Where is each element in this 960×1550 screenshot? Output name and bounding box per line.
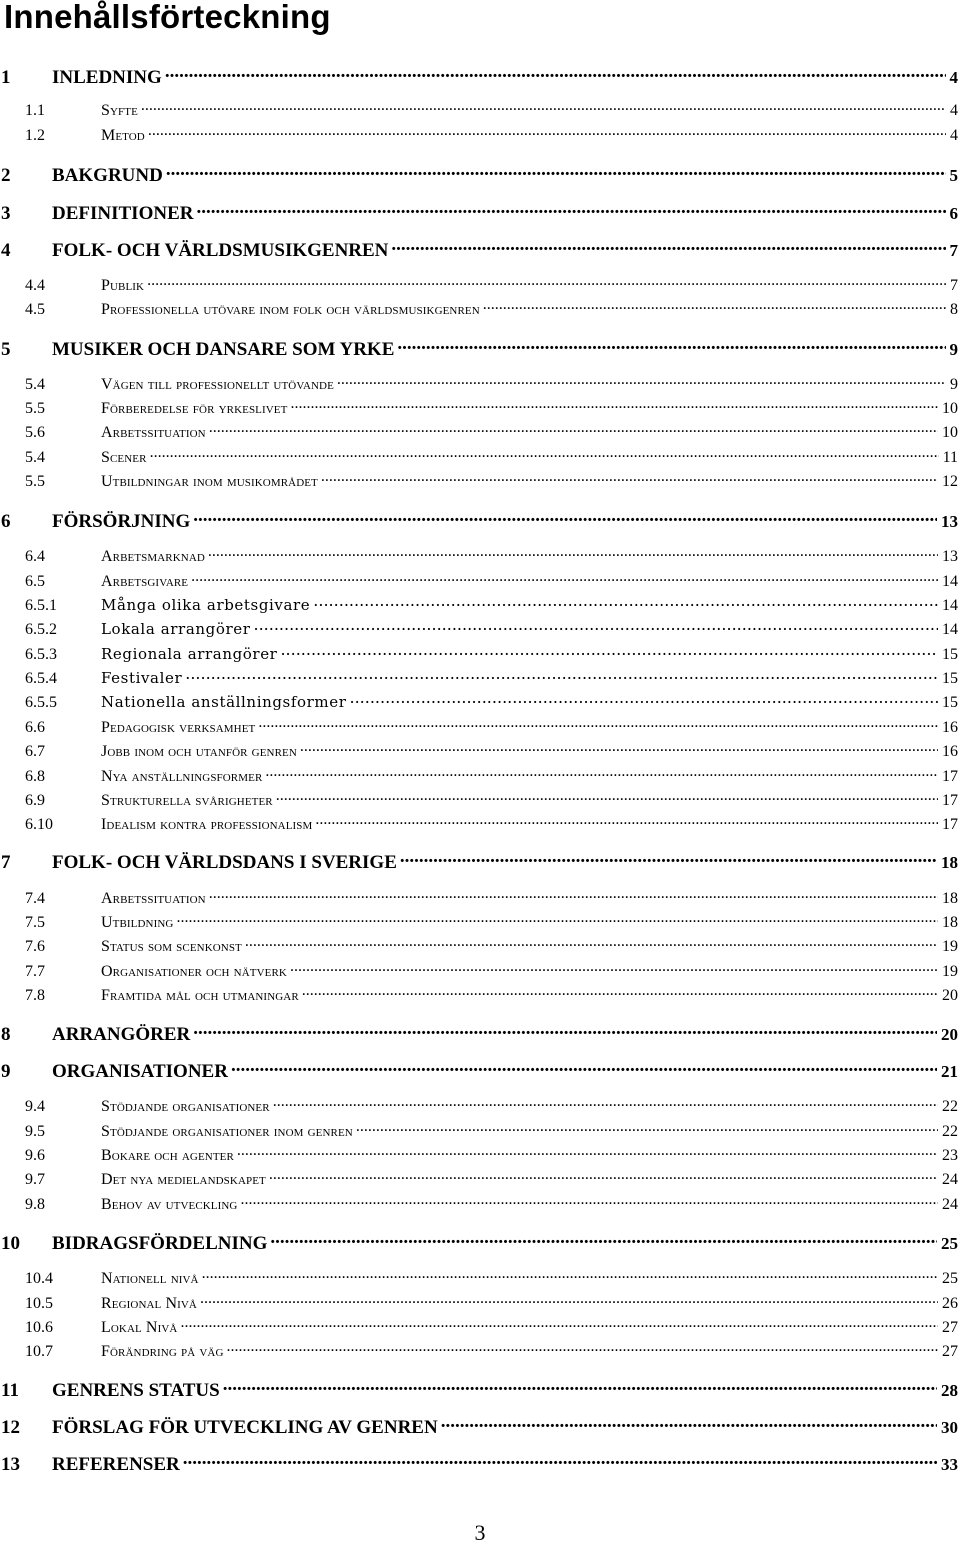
dot-leader [391,237,945,256]
toc-entry-number: 2 [1,165,11,186]
toc-entry-page: 25 [942,1270,958,1287]
toc-section[interactable] [0,1144,958,1168]
toc-entry-number: 7.6 [25,938,45,955]
toc-entry-number: 5.5 [25,473,45,490]
toc-section[interactable] [0,789,958,813]
dot-leader [183,1451,937,1470]
toc-entry-page: 16 [942,743,958,760]
toc-entry-number: 6 [1,511,11,532]
toc-section[interactable] [0,716,958,740]
toc-chapter[interactable] [0,336,958,360]
dot-leader [337,373,946,389]
toc-entry-label: BAKGRUND [52,165,163,186]
toc-entry-number: 12 [1,1417,20,1438]
toc-entry-page: 7 [950,277,958,294]
toc-entry-page: 18 [942,914,958,931]
dot-leader [240,1193,938,1209]
toc-entry-number: 5.6 [25,424,45,441]
toc-section[interactable] [0,1095,958,1119]
dot-leader [193,1021,937,1040]
toc-entry-label: Publik [101,277,145,294]
toc-entry-label: Stödjande organisationer [101,1098,270,1115]
toc-entry-number: 9.4 [25,1098,45,1115]
toc-entry-label: MUSIKER OCH DANSARE SOM YRKE [52,339,395,360]
toc-chapter[interactable] [0,849,958,873]
toc-section[interactable] [0,1120,958,1144]
toc-entry-page: 14 [942,621,958,638]
toc-entry-page: 27 [942,1319,958,1336]
toc-entry-label: Festivaler [101,669,183,687]
toc-entry-page: 18 [942,890,958,907]
toc-subsection[interactable] [0,643,958,667]
dot-leader [290,397,938,413]
dot-leader [150,446,939,462]
toc-entry-label: GENRENS STATUS [52,1380,220,1401]
toc-entry-number: 6.5.5 [25,694,57,711]
dot-leader [147,274,946,290]
toc-section[interactable] [0,887,958,911]
toc-section[interactable] [0,1267,958,1291]
dot-leader [165,64,946,83]
toc-chapter[interactable] [0,1451,958,1475]
toc-chapter[interactable] [0,162,958,186]
toc-entry-number: 4 [1,240,11,261]
dot-leader [276,789,938,805]
toc-subsection[interactable] [0,618,958,642]
toc-entry-page: 9 [950,376,958,393]
toc-entry-label: Syfte [101,102,138,119]
toc-entry-label: FOLK- OCH VÄRLDSMUSIKGENREN [52,240,389,261]
toc-entry-label: Arbetssituation [101,424,206,441]
toc-entry-label: BIDRAGSFÖRDELNING [52,1233,268,1254]
toc-entry-label: Lokala arrangörer [101,620,251,638]
dot-leader [356,1120,938,1136]
toc-entry-label: Framtida mål och utmaningar [101,987,299,1004]
toc-entry-number: 6.7 [25,743,45,760]
dot-leader [300,740,938,756]
toc-entry-page: 19 [942,963,958,980]
toc-entry-page: 22 [942,1123,958,1140]
dot-leader [280,643,938,659]
toc-section[interactable] [0,960,958,984]
toc-entry-label: Lokal Nivå [101,1319,178,1336]
toc-entry-page: 18 [941,853,958,872]
toc-section[interactable] [0,274,958,298]
toc-entry-label: Arbetsmarknad [101,548,205,565]
toc-section[interactable] [0,298,958,322]
toc-entry-page: 15 [942,646,958,663]
dot-leader [180,1316,938,1332]
toc-entry-label: ORGANISATIONER [52,1061,228,1082]
toc-entry-number: 7.5 [25,914,45,931]
toc-entry-page: 15 [942,670,958,687]
toc-entry-label: FÖRSLAG FÖR UTVECKLING AV GENREN [52,1417,438,1438]
dot-leader [349,691,938,707]
dot-leader [185,667,938,683]
toc-entry-label: Bokare och agenter [101,1147,234,1164]
toc-entry-page: 23 [942,1147,958,1164]
toc-entry-label: Förändring på väg [101,1343,224,1360]
toc-entry-number: 6.4 [25,548,45,565]
toc-entry-page: 13 [942,548,958,565]
toc-entry-page: 17 [942,816,958,833]
toc-entry-page: 24 [942,1171,958,1188]
toc-chapter[interactable] [0,1377,958,1401]
toc-entry-label: Vägen till professionellt utövande [101,376,334,393]
toc-entry-number: 1.2 [25,127,45,144]
toc-entry-label: Scener [101,449,147,466]
dot-leader [193,508,937,527]
toc-entry-label: Nationell nivå [101,1270,199,1287]
dot-leader [253,618,938,634]
toc-section[interactable] [0,935,958,959]
toc-entry-label: Regional Nivå [101,1295,197,1312]
dot-leader [209,421,938,437]
toc-entry-number: 7 [1,852,11,873]
toc-entry-label: Status som scenkonst [101,938,242,955]
toc-entry-number: 10 [1,1233,20,1254]
toc-entry-label: Arbetssituation [101,890,206,907]
toc-entry-number: 4.4 [25,277,45,294]
toc-entry-page: 25 [941,1234,958,1253]
dot-leader [200,1292,938,1308]
toc-entry-page: 24 [942,1196,958,1213]
toc-entry-number: 9.5 [25,1123,45,1140]
toc-chapter[interactable] [0,64,958,88]
toc-entry-page: 30 [941,1418,958,1437]
dot-leader [237,1144,938,1160]
toc-title: Innehållsförteckning [4,0,331,35]
dot-leader [270,1230,937,1249]
dot-leader [441,1414,937,1433]
toc-entry-number: 7.8 [25,987,45,1004]
toc-section[interactable] [0,545,958,569]
dot-leader [227,1340,939,1356]
toc-entry-label: Idealism kontra professionalism [101,816,313,833]
toc-entry-page: 13 [941,512,958,531]
toc-entry-page: 8 [950,301,958,318]
dot-leader [302,984,938,1000]
dot-leader [176,911,938,927]
toc-entry-label: Förberedelse för yrkeslivet [101,400,288,417]
toc-entry-page: 22 [942,1098,958,1115]
dot-leader [321,470,938,486]
toc-entry-label: Professionella utövare inom folk och världsmusikgenren [101,301,480,318]
toc-section[interactable] [0,911,958,935]
toc-entry-label: Stödjande organisationer inom genren [101,1123,353,1140]
toc-entry-label: Organisationer och nätverk [101,963,287,980]
toc-entry-number: 6.5.3 [25,646,57,663]
toc-entry-page: 6 [949,204,958,223]
toc-section[interactable] [0,984,958,1008]
toc-section[interactable] [0,1340,958,1364]
dot-leader [231,1058,937,1077]
toc-entry-number: 10.7 [25,1343,53,1360]
toc-chapter[interactable] [0,1021,958,1045]
toc-entry-number: 6.5.4 [25,670,57,687]
toc-entry-page: 4 [949,68,958,87]
toc-entry-page: 5 [949,166,958,185]
dot-leader [223,1377,937,1396]
toc-entry-number: 7.7 [25,963,45,980]
toc-section[interactable] [0,1316,958,1340]
dot-leader [397,336,945,355]
toc-entry-page: 17 [942,768,958,785]
dot-leader [196,200,945,219]
toc-entry-page: 7 [949,241,958,260]
toc-entry-page: 11 [942,449,958,466]
toc-entry-number: 6.5.1 [25,597,57,614]
toc-entry-number: 5.5 [25,400,45,417]
toc-entry-label: Det nya medielandskapet [101,1171,266,1188]
toc-entry-number: 11 [1,1380,19,1401]
toc-entry-label: ARRANGÖRER [52,1024,191,1045]
toc-entry-page: 20 [941,1025,958,1044]
toc-entry-label: REFERENSER [52,1454,180,1475]
toc-entry-number: 7.4 [25,890,45,907]
dot-leader [265,765,938,781]
dot-leader [483,298,946,314]
toc-chapter[interactable] [0,1230,958,1254]
toc-section[interactable] [0,421,958,445]
toc-entry-number: 3 [1,203,11,224]
toc-entry-number: 4.5 [25,301,45,318]
toc-section[interactable] [0,1292,958,1316]
toc-entry-number: 5.4 [25,449,45,466]
toc-entry-number: 6.10 [25,816,53,833]
toc-entry-label: Strukturella svårigheter [101,792,273,809]
toc-entry-number: 6.9 [25,792,45,809]
toc-entry-number: 9 [1,1061,11,1082]
toc-entry-label: Behov av utveckling [101,1196,238,1213]
toc-entry-page: 12 [942,473,958,490]
toc-entry-page: 9 [949,340,958,359]
toc-entry-label: Utbildning [101,914,174,931]
toc-section[interactable] [0,740,958,764]
toc-chapter[interactable] [0,1058,958,1082]
toc-entry-page: 19 [942,938,958,955]
dot-leader [191,570,938,586]
toc-entry-label: Många olika arbetsgivare [101,596,311,614]
toc-entry-label: Nationella anställningsformer [101,693,347,711]
dot-leader [148,124,946,140]
toc-entry-number: 10.4 [25,1270,53,1287]
toc-entry-number: 10.6 [25,1319,53,1336]
toc-entry-label: FÖRSÖRJNING [52,511,191,532]
dot-leader [315,813,938,829]
toc-entry-number: 5 [1,339,11,360]
toc-entry-label: Regionala arrangörer [101,645,278,663]
toc-section[interactable] [0,99,958,123]
toc-entry-page: 33 [941,1455,958,1474]
toc-section[interactable] [0,570,958,594]
toc-chapter[interactable] [0,508,958,532]
toc-entry-label: FOLK- OCH VÄRLDSDANS I SVERIGE [52,852,397,873]
toc-entry-number: 6.8 [25,768,45,785]
dot-leader [141,99,946,115]
toc-entry-page: 20 [942,987,958,1004]
dot-leader [209,887,938,903]
dot-leader [269,1168,938,1184]
toc-entry-page: 27 [942,1343,958,1360]
toc-entry-label: Metod [101,127,145,144]
dot-leader [258,716,938,732]
toc-entry-number: 1 [1,67,11,88]
toc-entry-number: 13 [1,1454,20,1475]
toc-entry-number: 5.4 [25,376,45,393]
toc-entry-page: 21 [941,1062,958,1081]
toc-section[interactable] [0,813,958,837]
toc-entry-number: 10.5 [25,1295,53,1312]
toc-chapter[interactable] [0,237,958,261]
toc-entry-label: Pedagogisk verksamhet [101,719,256,736]
toc-section[interactable] [0,470,958,494]
toc-entry-number: 9.7 [25,1171,45,1188]
dot-leader [313,594,938,610]
toc-entry-label: Jobb inom och utanför genren [101,743,297,760]
toc-chapter[interactable] [0,200,958,224]
toc-entry-page: 4 [950,127,958,144]
toc-entry-page: 15 [942,694,958,711]
toc-entry-label: INLEDNING [52,67,162,88]
dot-leader [245,935,938,951]
dot-leader [400,849,937,868]
toc-section[interactable] [0,765,958,789]
toc-entry-number: 9.8 [25,1196,45,1213]
toc-section[interactable] [0,1193,958,1217]
dot-leader [202,1267,938,1283]
toc-section[interactable] [0,124,958,148]
dot-leader [208,545,938,561]
dot-leader [290,960,938,976]
toc-entry-page: 14 [942,597,958,614]
toc-entry-number: 9.6 [25,1147,45,1164]
toc-entry-page: 4 [950,102,958,119]
toc-subsection[interactable] [0,594,958,618]
toc-subsection[interactable] [0,667,958,691]
toc-section[interactable] [0,397,958,421]
toc-entry-label: Nya anställningsformer [101,768,263,785]
toc-entry-page: 14 [942,573,958,590]
toc-entry-label: DEFINITIONER [52,203,194,224]
toc-chapter[interactable] [0,1414,958,1438]
toc-section[interactable] [0,446,958,470]
toc-entry-label: Utbildningar inom musikområdet [101,473,318,490]
dot-leader [166,162,946,181]
toc-entry-page: 26 [942,1295,958,1312]
toc-section[interactable] [0,1168,958,1192]
dot-leader [273,1095,938,1111]
toc-subsection[interactable] [0,691,958,715]
toc-entry-label: Arbetsgivare [101,573,189,590]
toc-entry-page: 16 [942,719,958,736]
page-number: 3 [474,1520,486,1545]
toc-section[interactable] [0,373,958,397]
toc-entry-number: 8 [1,1024,11,1045]
toc-entry-page: 28 [941,1381,958,1400]
toc-entry-number: 6.5.2 [25,621,57,638]
toc-entry-page: 10 [942,400,958,417]
toc-entry-number: 6.5 [25,573,45,590]
toc-entry-page: 17 [942,792,958,809]
toc-entry-number: 6.6 [25,719,45,736]
toc-entry-page: 10 [942,424,958,441]
toc-entry-number: 1.1 [25,102,45,119]
